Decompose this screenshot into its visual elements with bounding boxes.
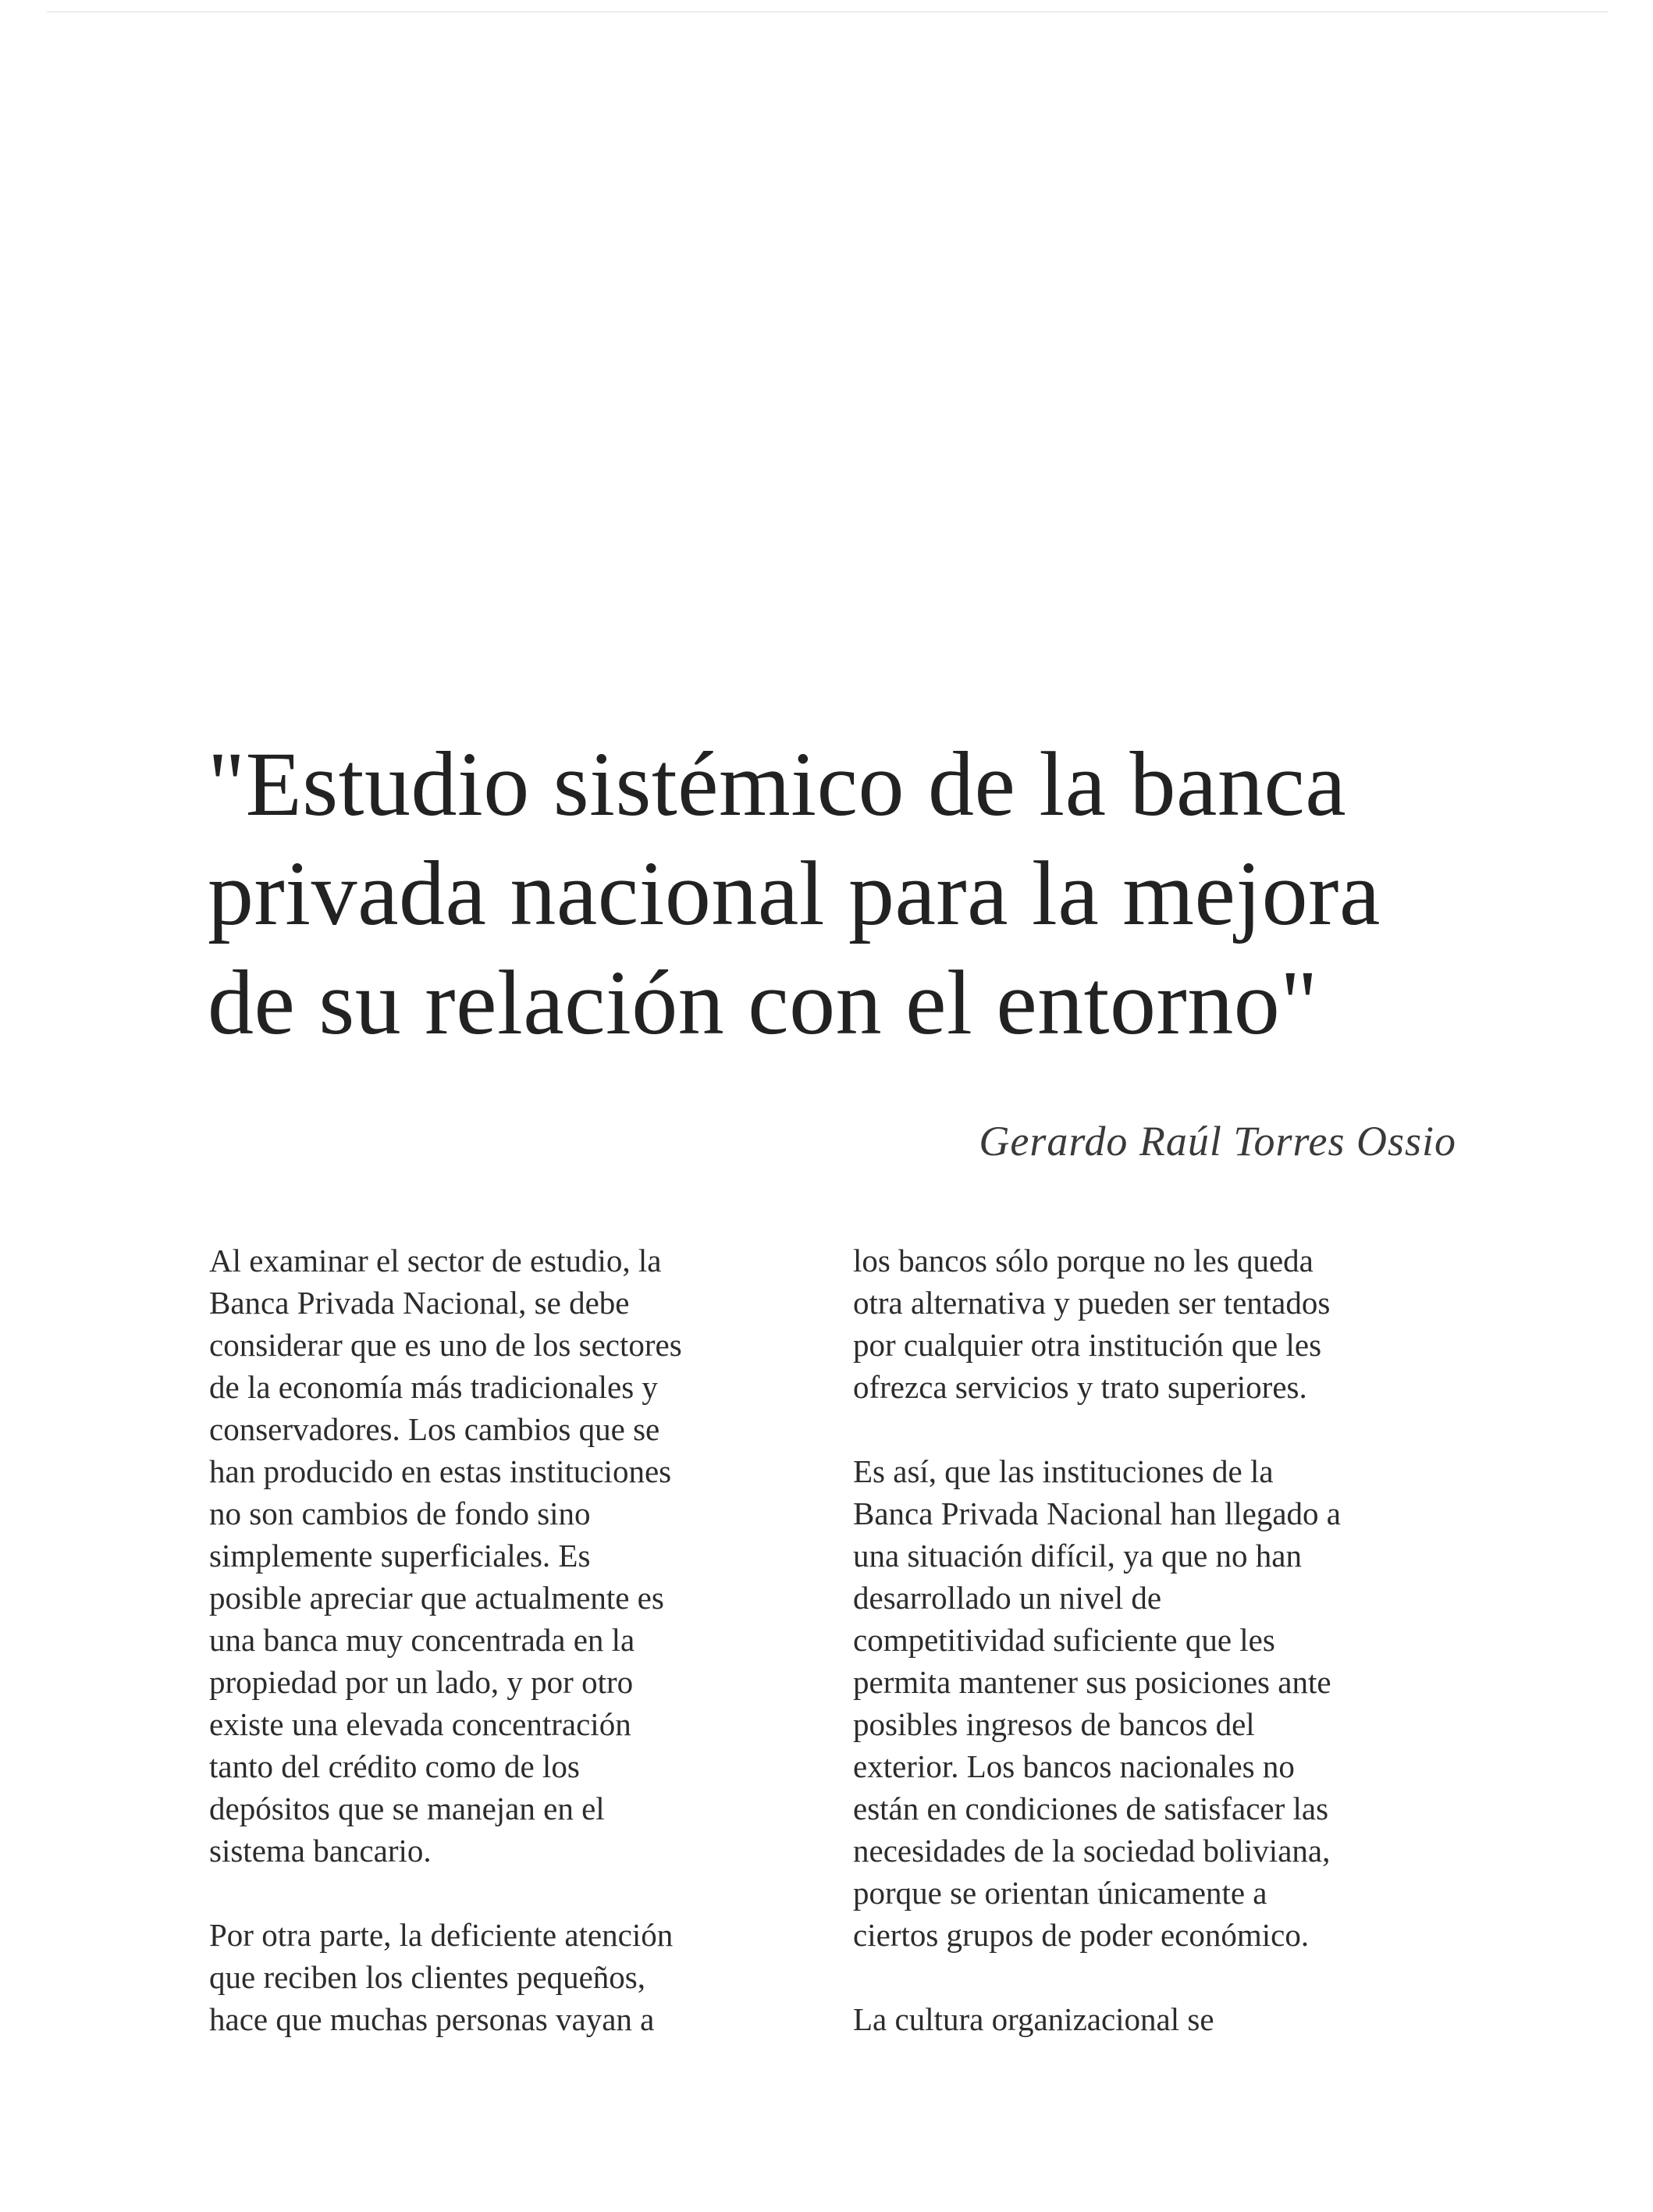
- paragraph-line: simplemente superficiales. Es: [209, 1538, 591, 1574]
- paragraph-line: permita mantener sus posiciones ante: [853, 1664, 1331, 1700]
- body-paragraph: [853, 1998, 1493, 2040]
- title-line: "Estudio sistémico de la banca: [208, 733, 1347, 835]
- paragraph-line: por cualquier otra institución que les: [853, 1327, 1322, 1363]
- body-paragraph: [209, 1239, 849, 1872]
- paragraph-line: posible apreciar que actualmente es: [209, 1580, 664, 1616]
- paragraph-line: Es así, que las instituciones de la: [853, 1453, 1274, 1489]
- paragraph-line: desarrollado un nivel de: [853, 1580, 1162, 1616]
- paragraph-line: La cultura organizacional se: [853, 2001, 1214, 2037]
- body-paragraph: [853, 1450, 1493, 1956]
- paragraph-line: competitividad suficiente que les: [853, 1622, 1275, 1658]
- paragraph-line: porque se orientan únicamente a: [853, 1875, 1267, 1911]
- paragraph-line: necesidades de la sociedad boliviana,: [853, 1833, 1331, 1869]
- paragraph-line: que reciben los clientes pequeños,: [209, 1959, 646, 1995]
- paragraph-line: ciertos grupos de poder económico.: [853, 1917, 1310, 1953]
- paragraph-line: propiedad por un lado, y por otro: [209, 1664, 634, 1700]
- body-paragraph: [209, 1914, 849, 2040]
- paragraph-line: ofrezca servicios y trato superiores.: [853, 1369, 1307, 1405]
- paragraph-line: conservadores. Los cambios que se: [209, 1411, 660, 1447]
- article-author: Gerardo Raúl Torres Ossio: [979, 1118, 1456, 1165]
- paragraph-line: exterior. Los bancos nacionales no: [853, 1748, 1295, 1784]
- paragraph-line: Banca Privada Nacional, se debe: [209, 1285, 630, 1321]
- paragraph-line: no son cambios de fondo sino: [209, 1495, 591, 1531]
- paragraph-line: otra alternativa y pueden ser tentados: [853, 1285, 1331, 1321]
- paragraph-line: considerar que es uno de los sectores: [209, 1327, 682, 1363]
- paragraph-line: están en condiciones de satisfacer las: [853, 1791, 1329, 1826]
- paragraph-line: Al examinar el sector de estudio, la: [209, 1243, 662, 1278]
- page-top-edge: [47, 11, 1608, 12]
- paragraph-line: posibles ingresos de bancos del: [853, 1706, 1255, 1742]
- text-column-left: [209, 1239, 849, 2082]
- paragraph-line: una situación difícil, ya que no han: [853, 1538, 1302, 1574]
- paragraph-line: de la economía más tradicionales y: [209, 1369, 658, 1405]
- title-line: de su relación con el entorno": [208, 951, 1318, 1054]
- paragraph-line: Banca Privada Nacional han llegado a: [853, 1495, 1341, 1531]
- title-line: privada nacional para la mejora: [208, 842, 1381, 944]
- paragraph-line: una banca muy concentrada en la: [209, 1622, 635, 1658]
- body-paragraph: [853, 1239, 1493, 1408]
- paragraph-line: han producido en estas instituciones: [209, 1453, 672, 1489]
- article-title: [208, 730, 1612, 1058]
- text-column-right: [853, 1239, 1493, 2082]
- paragraph-line: los bancos sólo porque no les queda: [853, 1243, 1314, 1278]
- paragraph-line: tanto del crédito como de los: [209, 1748, 580, 1784]
- paragraph-line: existe una elevada concentración: [209, 1706, 631, 1742]
- paragraph-line: hace que muchas personas vayan a: [209, 2001, 655, 2037]
- paragraph-line: depósitos que se manejan en el: [209, 1791, 605, 1826]
- paragraph-line: sistema bancario.: [209, 1833, 432, 1869]
- paragraph-line: Por otra parte, la deficiente atención: [209, 1917, 674, 1953]
